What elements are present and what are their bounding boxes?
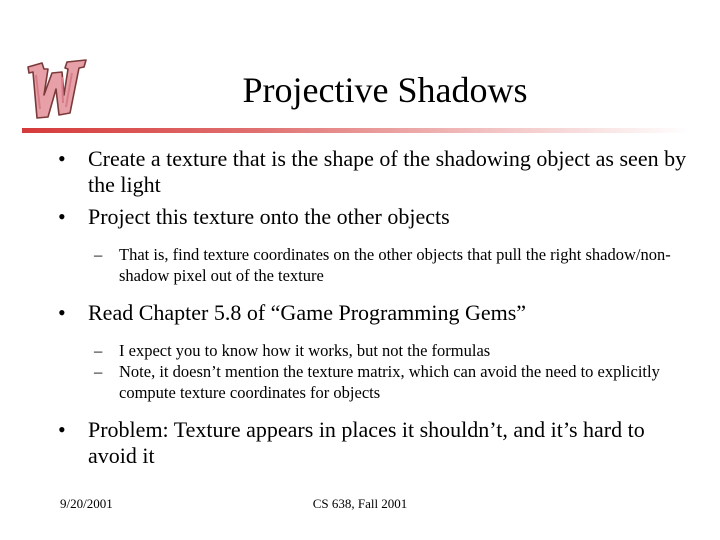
sub-bullet-item	[48, 244, 688, 286]
slide-title: Projective Shadows	[242, 70, 528, 110]
bullet-text: Read Chapter 5.8 of “Game Programming Gems”	[88, 300, 527, 325]
bullet-item	[48, 417, 688, 469]
bullet-dot-icon: •	[58, 146, 66, 171]
bullet-text: Project this texture onto the other objects	[88, 204, 450, 229]
sub-bullet-item	[48, 361, 688, 403]
sub-bullet-text: I expect you to know how it works, but not the formulas	[119, 341, 491, 360]
sub-bullet-item	[48, 340, 688, 361]
bullet-dot-icon: •	[58, 417, 66, 442]
bullet-dot-icon: •	[58, 204, 66, 229]
bullet-text: Problem: Texture appears in places it shouldn’t, and it’s hard to avoid it	[88, 417, 645, 468]
dash-icon: –	[94, 341, 103, 360]
title-divider	[22, 128, 690, 133]
footer-date: 9/20/2001	[60, 496, 113, 511]
bullet-dot-icon: •	[58, 300, 66, 325]
bullet-item	[48, 204, 688, 230]
bullet-item	[48, 300, 688, 326]
university-w-logo-icon	[22, 55, 92, 123]
slide-body	[48, 146, 688, 475]
footer-course: CS 638, Fall 2001	[312, 496, 408, 511]
sub-bullet-text: That is, find texture coordinates on the other objects that pull the right shadow/non-shadow pixel out of the texture	[119, 245, 671, 285]
bullet-item	[48, 146, 688, 198]
dash-icon: –	[94, 245, 103, 264]
sub-bullet-text: Note, it doesn’t mention the texture matrix, which can avoid the need to explicitly compute texture coordinates for objects	[119, 362, 660, 402]
dash-icon: –	[94, 362, 103, 381]
bullet-text: Create a texture that is the shape of the shadowing object as seen by the light	[88, 146, 687, 197]
